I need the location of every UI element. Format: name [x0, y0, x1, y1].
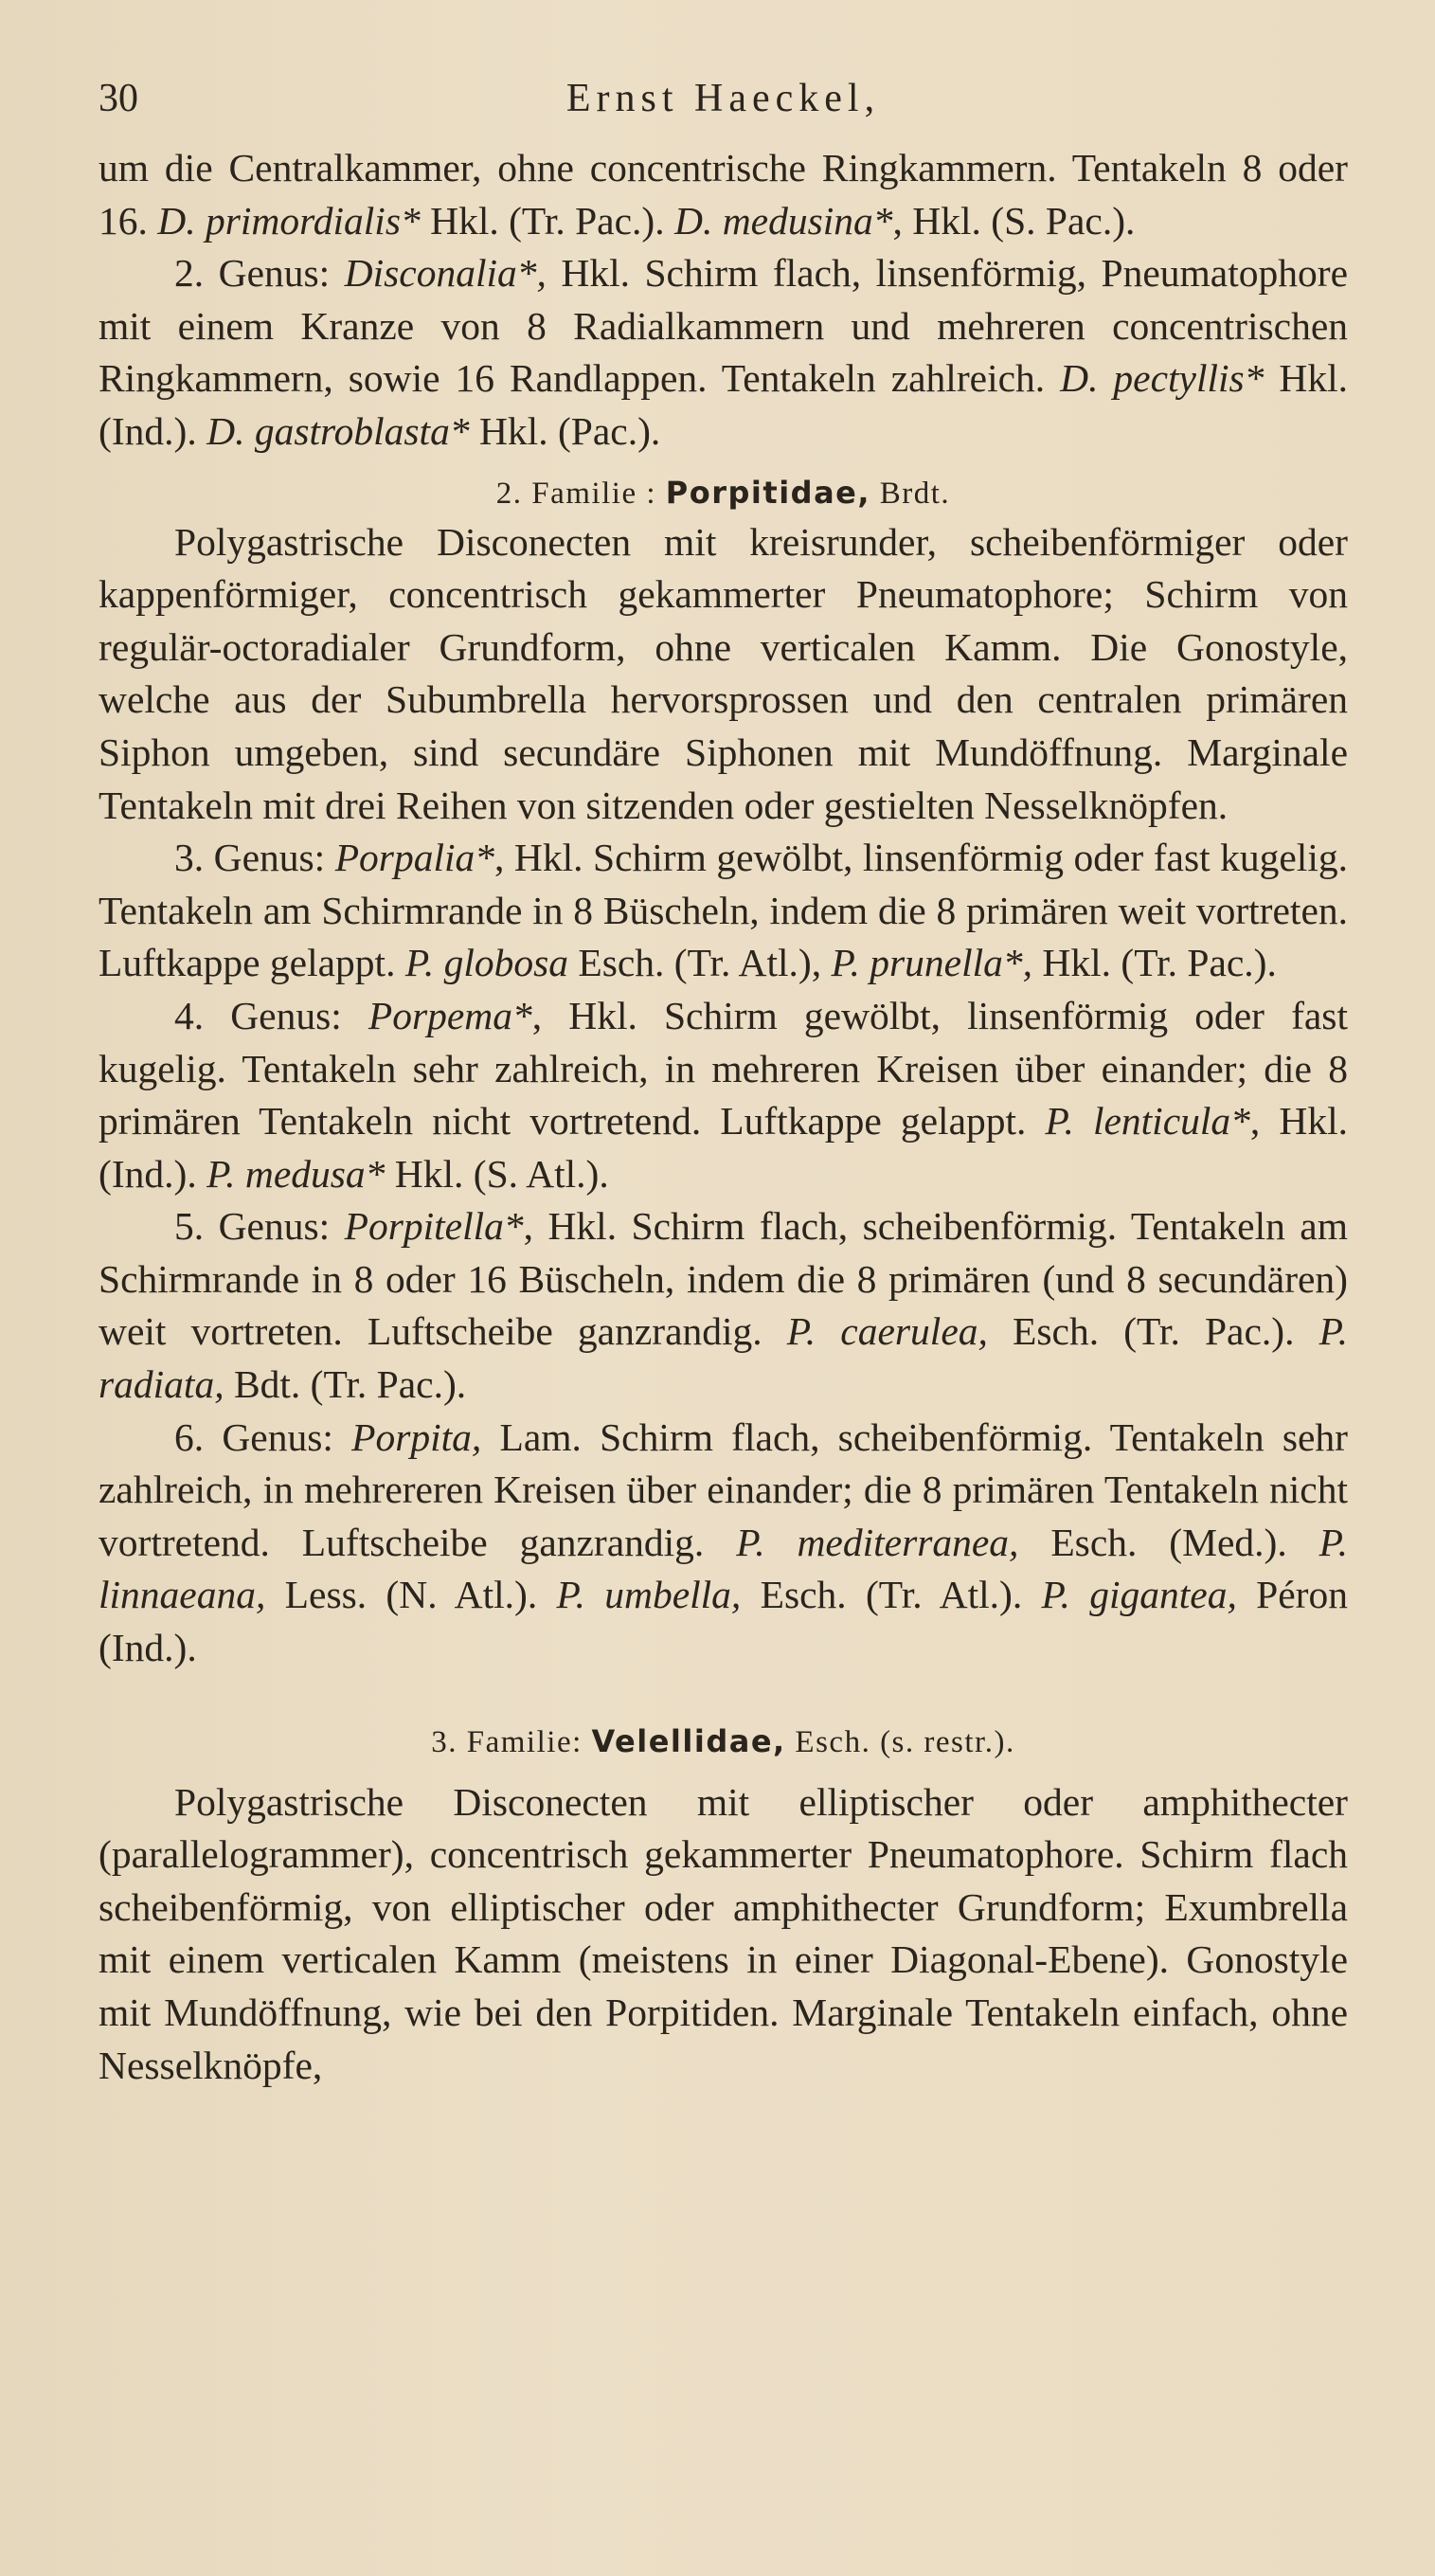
- text-run: Esch. (Tr. Atl.),: [568, 941, 832, 985]
- page-number: 30: [99, 77, 138, 120]
- text-run: Hkl. Schirm flach, linsenförmig, Pneumatophore mit einem Kranze von 8 Radialkammern und mehreren concentrischen Ringkammern, sowie 16 Randlappen. Tentakeln zahlreich.: [99, 251, 1348, 401]
- species-name: P. prunella*,: [831, 941, 1033, 985]
- paragraph-genus-disconalia: [99, 247, 1348, 458]
- text-run: Hkl. (Pac.).: [469, 408, 661, 453]
- page-header: [99, 66, 1348, 142]
- genus-name: Porpema*: [368, 993, 532, 1037]
- text-run: Hkl. (S. Atl.).: [385, 1151, 609, 1196]
- species-name: P. radiata,: [99, 1309, 1348, 1407]
- heading-author: Brdt.: [870, 476, 951, 511]
- text-run: um die Centralkammer, ohne concentrische Ringkammern. Tentakeln 8 oder 16.: [99, 146, 1348, 243]
- species-name: P. umbella,: [556, 1573, 742, 1617]
- species-name: P. linnaeana,: [99, 1520, 1348, 1617]
- text-run: Hkl. (Ind.).: [99, 356, 1349, 453]
- paragraph-genus-porpema: [99, 990, 1348, 1200]
- paragraph-1: [99, 142, 1348, 247]
- species-name: D. primordialis*: [157, 198, 421, 243]
- text-run: Hkl. (Tr. Pac.).: [1032, 941, 1277, 985]
- genus-name: Porpalia*: [334, 836, 494, 880]
- text-run: 6. Genus:: [174, 1414, 352, 1459]
- text-run: Less. (N. Atl.).: [265, 1573, 557, 1617]
- genus-name: Disconalia*,: [344, 251, 547, 296]
- genus-name: Porpitella*: [344, 1204, 524, 1249]
- family-name: Porpitidae,: [665, 474, 871, 511]
- text-run: Lam. Schirm flach, scheibenförmig. Tentakeln sehr zahlreich, in mehrereren Kreisen über einander; die 8 primären Tentakeln nicht vortretend. Luftscheibe ganzrandig.: [99, 1414, 1348, 1564]
- text-run: 2. Genus:: [174, 251, 345, 296]
- text-run: Bdt. (Tr. Pac.).: [224, 1362, 467, 1407]
- text-run: Péron (Ind.).: [99, 1573, 1348, 1670]
- text-run: , Hkl. Schirm gewölbt, linsenförmig oder fast kugelig. Tentakeln am Schirmrande in 8 Büscheln, indem die 8 primären weit vortreten. Luftkappe gelappt.: [99, 836, 1348, 985]
- text-run: , Hkl. Schirm flach, scheibenförmig. Tentakeln am Schirmrande in 8 oder 16 Büscheln, indem die 8 primären (und 8 secundären) weit vortreten. Luftscheibe ganzrandig.: [99, 1204, 1348, 1354]
- family-heading-velellidae: [99, 1720, 1348, 1763]
- species-name: P. medusa*: [206, 1151, 386, 1196]
- family-name: Velellidae,: [591, 1722, 786, 1759]
- text-run: 5. Genus:: [174, 1204, 345, 1249]
- paragraph-velellidae-description: Polygastrische Disconecten mit elliptischer oder amphithecter (parallelogrammer), concentrisch gekammerter Pneumatophore. Schirm flach scheibenförmig, von elliptischer oder amphithecter Grundform; Exumbrella mit einem verticalen Kamm (meistens in einer Diagonal-Ebene). Gonostyle mit Mundöffnung, wie bei den Porpitiden. Marginale Tentakeln einfach, ohne Nesselknöpfe,: [99, 1779, 1348, 2087]
- paragraph-genus-porpita: [99, 1412, 1348, 1675]
- genus-name: Porpita,: [351, 1414, 482, 1459]
- text-run: , Hkl. Schirm gewölbt, linsenförmig oder fast kugelig. Tentakeln sehr zahlreich, in mehreren Kreisen über einander; die 8 primären Tentakeln nicht vortretend. Luftkappe gelappt.: [99, 993, 1348, 1144]
- text-run: Esch. (Tr. Pac.).: [987, 1309, 1319, 1354]
- heading-prefix: 3. Familie:: [431, 1724, 592, 1759]
- species-name: D. pectyllis*: [1060, 356, 1265, 401]
- paragraph-genus-porpitella: [99, 1200, 1348, 1411]
- species-name: P. gigantea,: [1041, 1573, 1237, 1617]
- text-run: , Hkl. (S. Pac.).: [892, 198, 1136, 243]
- text-run: 3. Genus:: [174, 836, 335, 880]
- text-run: Esch. (Med.).: [1018, 1520, 1319, 1564]
- text-run: , Hkl. (Ind.).: [99, 1099, 1348, 1196]
- paragraph-genus-porpalia: [99, 832, 1348, 990]
- species-name: P. globosa: [404, 941, 569, 985]
- heading-author: Esch. (s. restr.).: [785, 1724, 1015, 1759]
- species-name: P. mediterranea,: [736, 1520, 1019, 1564]
- body-text: [99, 142, 1348, 2092]
- species-name: P. lenticula*: [1045, 1099, 1250, 1144]
- heading-prefix: 2. Familie :: [495, 476, 666, 511]
- text-run: 4. Genus:: [174, 993, 368, 1037]
- family-heading-porpitidae: [99, 472, 1348, 514]
- species-name: P. caerulea,: [786, 1309, 988, 1354]
- paragraph-family-description: Polygastrische Disconecten mit kreisrunder, scheibenförmiger oder kappenförmiger, concentrisch gekammerter Pneumatophore; Schirm von regulär-octoradialer Grundform, ohne verticalen Kamm. Die Gonostyle, welche aus der Subumbrella hervorsprossen und den centralen primären Siphon umgeben, sind secundäre Siphonen mit Mundöffnung. Marginale Tentakeln mit drei Reihen von sitzenden oder gestielten Nesselknöpfen.: [99, 519, 1348, 827]
- text-run: Hkl. (Tr. Pac.).: [420, 198, 674, 243]
- species-name: D. gastroblasta*: [206, 408, 470, 453]
- species-name: D. medusina*: [673, 198, 893, 243]
- running-title: Ernst Haeckel,: [565, 77, 881, 120]
- text-run: Esch. (Tr. Atl.).: [741, 1573, 1042, 1617]
